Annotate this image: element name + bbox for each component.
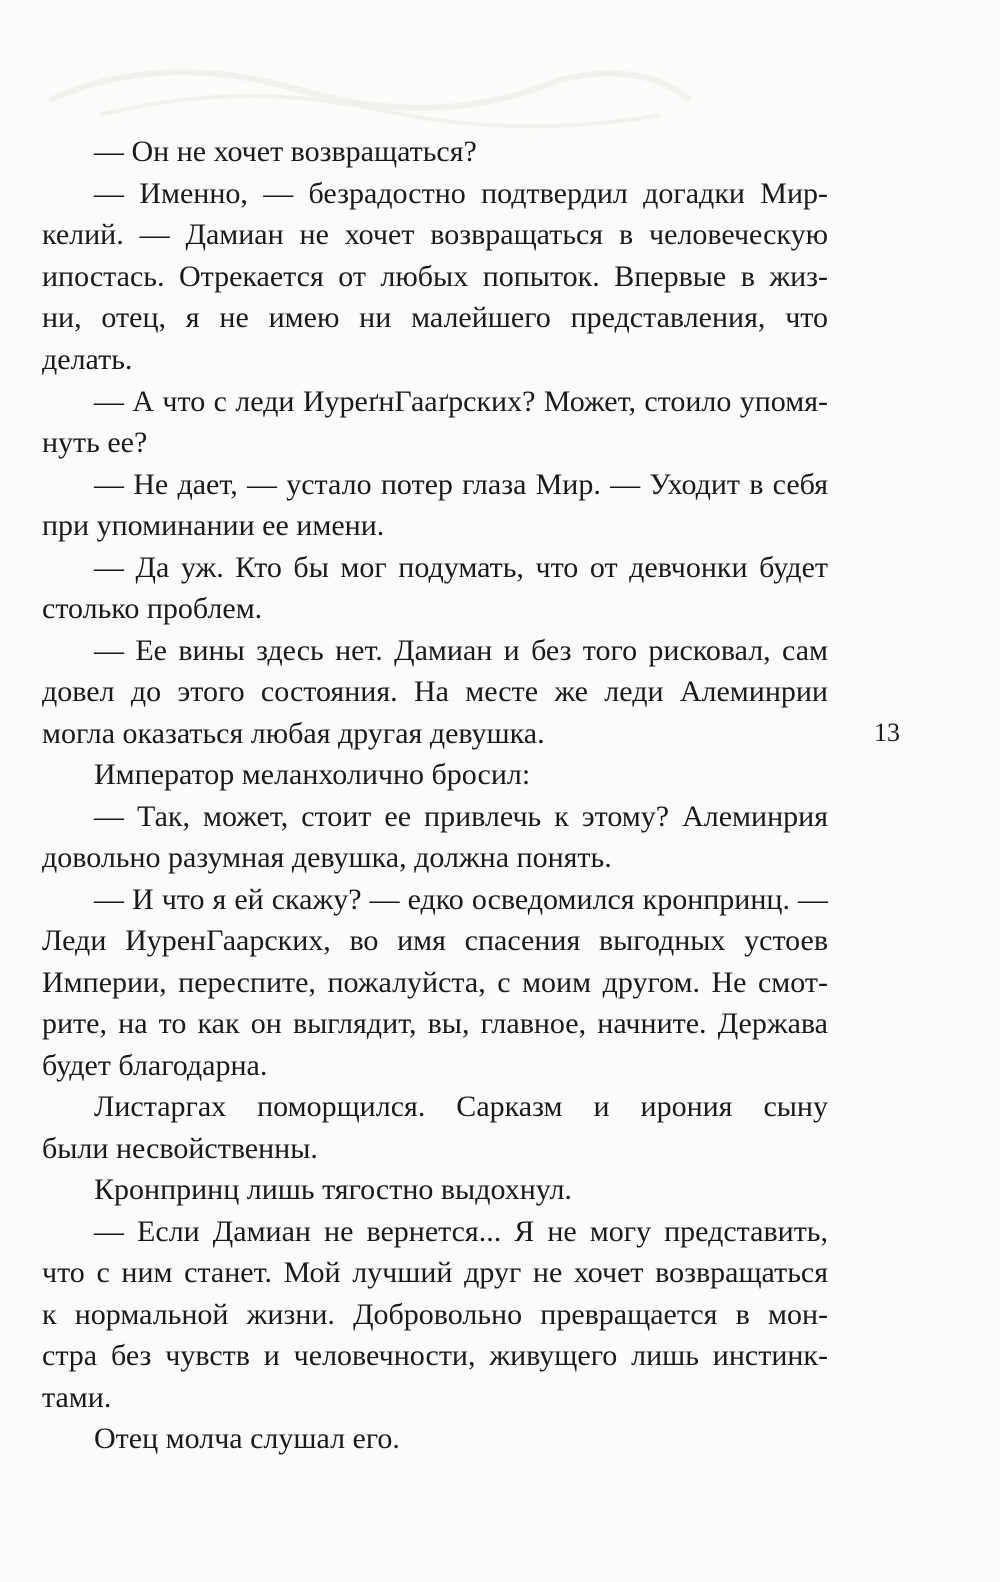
text-line: довольно разумная девушка, должна понять. (42, 841, 612, 874)
text-line: — Если Дамиан не вернется... Я не могу представить, (94, 1215, 828, 1248)
page-number: 13 (874, 718, 900, 747)
show-through-ornament (40, 20, 700, 130)
text-line: — Так, может, стоит ее привлечь к этому? Алеминрия (94, 800, 828, 833)
text-line: Отец молча слушал его. (94, 1422, 400, 1455)
text-line: рите, на то как он выглядит, вы, главное, начните. Держава (42, 1007, 828, 1040)
text-line: стра без чувств и человечности, живущего лишь инстинк- (42, 1339, 828, 1372)
text-line: Империи, переспите, пожалуйста, с моим другом. Не смот- (42, 966, 828, 999)
text-line: — Ее вины здесь нет. Дамиан и без того рисковал, сам (94, 634, 828, 667)
text-line: тами. (42, 1381, 112, 1414)
text-line: келий. — Дамиан не хочет возвращаться в человеческую (42, 218, 828, 251)
text-line: ипостась. Отрекается от любых попыток. Впервые в жиз- (42, 260, 828, 293)
text-line: будет благодарна. (42, 1049, 268, 1082)
text-line: — Он не хочет возвращаться? (94, 135, 477, 168)
text-line: к нормальной жизни. Добровольно превращается в мон- (42, 1298, 828, 1331)
text-line: столько проблем. (42, 592, 263, 625)
text-line: Листаргах поморщился. Сарказм и ирония сыну (94, 1090, 828, 1123)
text-line: — И что я ей скажу? — едко осведомился кронпринц. — (94, 883, 828, 916)
text-line: довел до этого состояния. На месте же леди Алеминрии (42, 675, 828, 708)
text-line: — Именно, — безрадостно подтвердил догадки Мир- (94, 177, 828, 210)
text-line: ни, отец, я не имею ни малейшего представления, что (42, 301, 828, 334)
text-line: при упоминании ее имени. (42, 509, 385, 542)
text-line: Кронпринц лишь тягостно выдохнул. (94, 1173, 572, 1206)
text-line: Леди ИуренГаарских, во имя спасения выгодных устоев (42, 924, 828, 957)
text-line: — Да уж. Кто бы мог подумать, что от девчонки будет (94, 551, 828, 584)
text-line: были несвойственны. (42, 1132, 318, 1165)
text-line: — Не дает, — устало потер глаза Мир. — Уходит в себя (94, 468, 828, 501)
text-line: делать. (42, 343, 133, 376)
text-line: Император меланхолично бросил: (94, 758, 531, 791)
text-line: что с ним станет. Мой лучший друг не хочет возвращаться (42, 1256, 828, 1289)
text-line: — А что с леди ИуреґнГааґрских? Может, стоило упомя- (94, 385, 828, 418)
text-line: нуть ее? (42, 426, 148, 459)
text-line: могла оказаться любая другая девушка. (42, 717, 545, 750)
